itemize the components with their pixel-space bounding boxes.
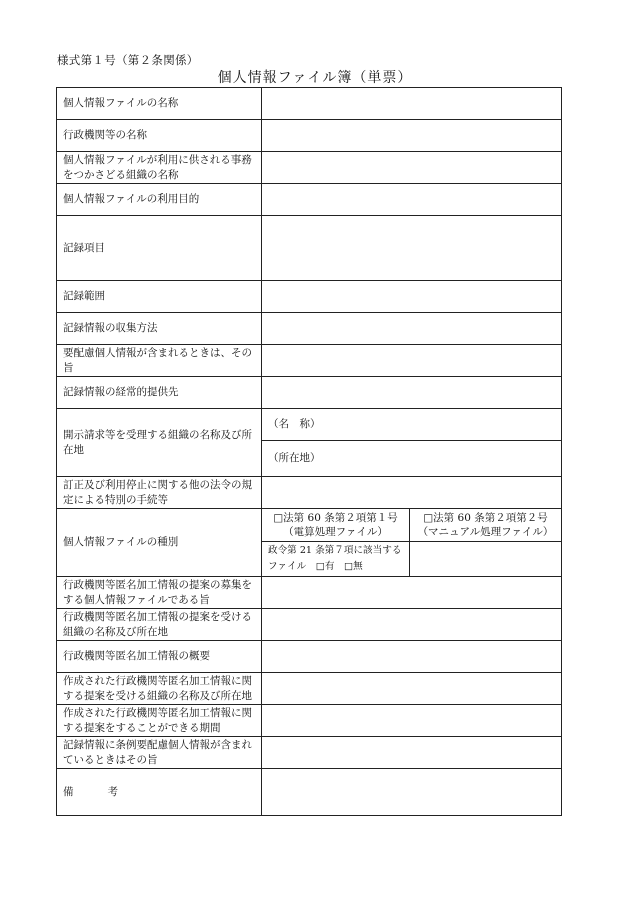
row-label: 記録情報の経常的提供先 xyxy=(57,377,262,409)
form-title: 個人情報ファイル簿（単票） xyxy=(217,70,413,86)
row-label: 個人情報ファイルの名称 xyxy=(57,88,262,120)
table-row xyxy=(57,705,562,737)
table-row xyxy=(57,769,562,816)
record-items-field[interactable] xyxy=(262,216,562,281)
table-row xyxy=(57,673,562,705)
row-label: 作成された行政機関等匿名加工情報に関する提案を受ける組織の名称及び所在地 xyxy=(57,673,262,705)
created-anon-office-field[interactable] xyxy=(262,673,562,705)
row-label: 記録情報の収集方法 xyxy=(57,313,262,345)
table-row xyxy=(57,120,562,152)
record-scope-field[interactable] xyxy=(262,281,562,313)
table-row xyxy=(57,313,562,345)
special-procedure-field[interactable] xyxy=(262,477,562,509)
office-name-field[interactable] xyxy=(262,152,562,184)
option-computer-file[interactable] xyxy=(262,509,410,542)
name-label: （名 称） xyxy=(268,418,321,431)
table-row xyxy=(57,737,562,769)
table-row xyxy=(57,377,562,409)
anon-solicitation-field[interactable] xyxy=(262,577,562,609)
remarks-label: 備 考 xyxy=(57,769,262,816)
row-label: 開示請求等を受理する組織の名称及び所在地 xyxy=(57,409,262,477)
row-label: 行政機関等匿名加工情報の提案の募集をする個人情報ファイルである旨 xyxy=(57,577,262,609)
table-row xyxy=(57,345,562,377)
collection-method-field[interactable] xyxy=(262,313,562,345)
table-row xyxy=(57,184,562,216)
row-label: 個人情報ファイルの種別 xyxy=(57,509,262,577)
table-row xyxy=(57,577,562,609)
regular-recipient-field[interactable] xyxy=(262,377,562,409)
anon-proposal-office-field[interactable] xyxy=(262,609,562,641)
option-sublabel: （マニュアル処理ファイル） xyxy=(417,526,554,538)
table-row xyxy=(57,609,562,641)
purpose-field[interactable] xyxy=(262,184,562,216)
address-label: （所在地） xyxy=(268,452,321,465)
row-label: 個人情報ファイルの利用目的 xyxy=(57,184,262,216)
table-row xyxy=(57,216,562,281)
row-label: 要配慮個人情報が含まれるときは、その旨 xyxy=(57,345,262,377)
table-row xyxy=(57,641,562,673)
row-label: 記録情報に条例要配慮個人情報が含まれているときはその旨 xyxy=(57,737,262,769)
contact-name-field[interactable] xyxy=(262,409,562,441)
agency-name-field[interactable] xyxy=(262,120,562,152)
row-label: 記録範囲 xyxy=(57,281,262,313)
table-row xyxy=(57,409,562,441)
option-label: □法第 60 条第２項第１号 xyxy=(273,511,398,524)
sensitive-info-field[interactable] xyxy=(262,345,562,377)
ordinance-sensitive-field[interactable] xyxy=(262,737,562,769)
blank-cell xyxy=(410,542,562,577)
proposal-period-field[interactable] xyxy=(262,705,562,737)
row-label: 作成された行政機関等匿名加工情報に関する提案をすることができる期間 xyxy=(57,705,262,737)
ordinance-applicable-field[interactable] xyxy=(262,542,410,577)
row-label: 行政機関等匿名加工情報の概要 xyxy=(57,641,262,673)
contact-address-field[interactable] xyxy=(262,441,562,477)
anon-overview-field[interactable] xyxy=(262,641,562,673)
table-row xyxy=(57,88,562,120)
option-label: □法第 60 条第２項第２号 xyxy=(423,511,548,524)
form-number: 様式第１号（第２条関係） xyxy=(57,53,199,67)
remarks-field[interactable] xyxy=(262,769,562,816)
row-label: 行政機関等の名称 xyxy=(57,120,262,152)
ordinance-label: 政令第 21 条第７項に該当する xyxy=(268,544,402,556)
row-label: 行政機関等匿名加工情報の提案を受ける組織の名称及び所在地 xyxy=(57,609,262,641)
file-name-field[interactable] xyxy=(262,88,562,120)
table-row xyxy=(57,477,562,509)
table-row xyxy=(57,281,562,313)
option-sublabel: （電算処理ファイル） xyxy=(283,526,388,538)
ordinance-options: ファイル □有 □無 xyxy=(268,561,363,572)
personal-info-file-register-table xyxy=(56,87,562,816)
table-row xyxy=(57,509,562,542)
row-label: 記録項目 xyxy=(57,216,262,281)
row-label: 訂正及び利用停止に関する他の法令の規定による特別の手続等 xyxy=(57,477,262,509)
option-manual-file[interactable] xyxy=(410,509,562,542)
row-label: 個人情報ファイルが利用に供される事務をつかさどる組織の名称 xyxy=(57,152,262,184)
table-row xyxy=(57,152,562,184)
